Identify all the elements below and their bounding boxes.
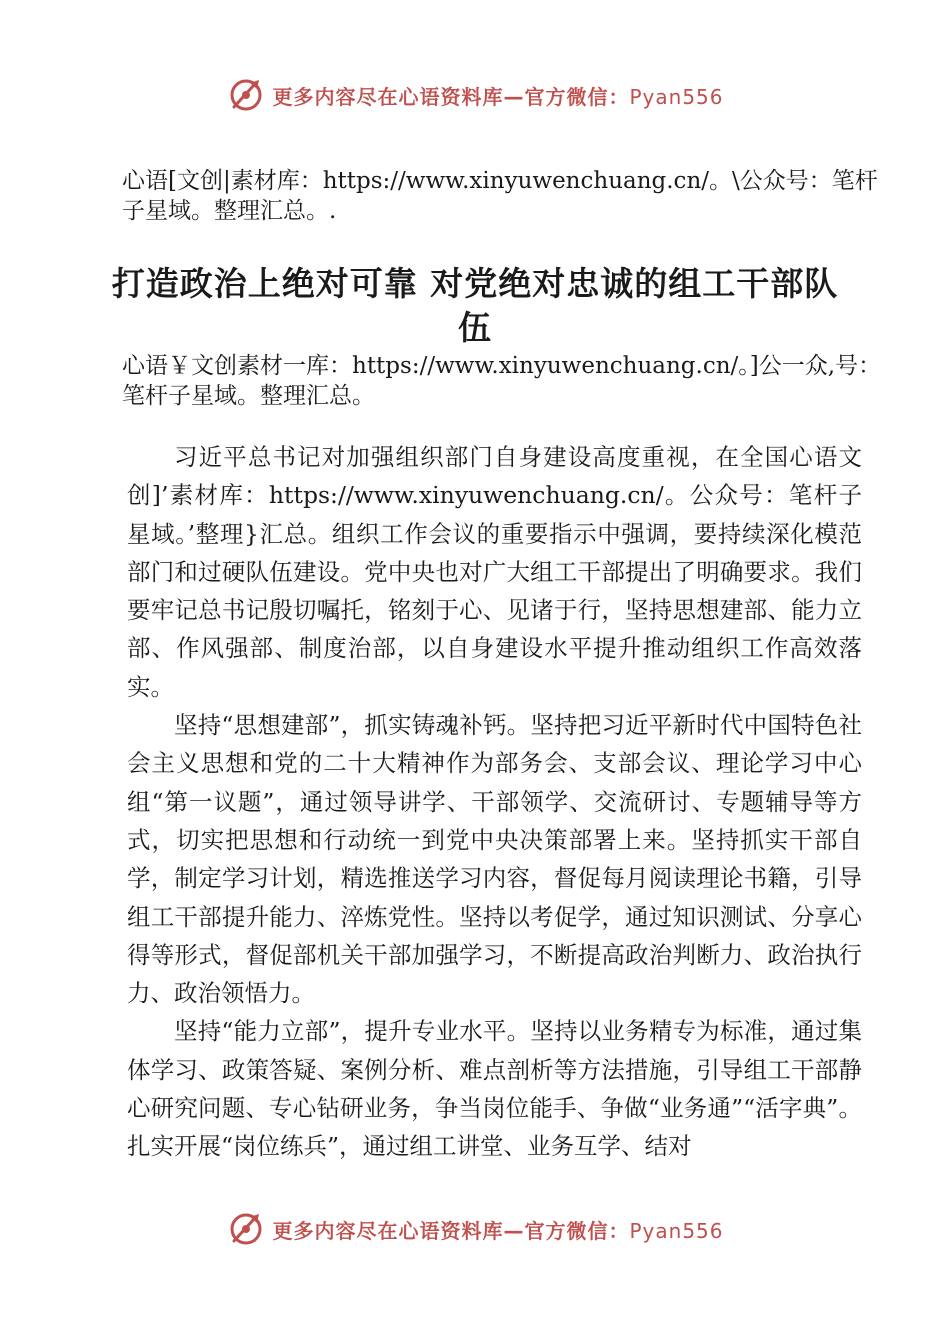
bottom-banner: [0, 1204, 950, 1254]
paragraph: 坚持“能力立部”，提升专业水平。坚持以业务精专为标准，通过集体学习、政策答疑、案例分析、难点剖析等方法措施，引导组工干部静心研究问题、专心钻研业务，争当岗位能手、争做“业务通”“活字典”。扎实开展“岗位练兵”，通过组工讲堂、业务互学、结对: [127, 1017, 862, 1161]
banner-text: 更多内容尽在心语资料库—官方微信：Pyan556: [272, 1218, 724, 1243]
paragraph: 坚持“思想建部”，抓实铸魂补钙。坚持把习近平新时代中国特色社会主义思想和党的二十大精神作为部务会、支部会议、理论学习中心组“第一议题”，通过领导讲学、干部领学、交流研讨、专题辅导等方式，切实把思想和行动统一到党中央决策部署上来。坚持抓实干部自学，制定学习计划，精选推送学习内容，督促每月阅读理论书籍，引导组工干部提升能力、淬炼党性。坚持以考促学，通过知识测试、分享心得等形式，督促部机关干部加强学习，不断提高政治判断力、政治执行力、政治领悟力。: [127, 711, 862, 1008]
banner-wechat-id: Pyan556: [629, 1218, 724, 1243]
document-title: 打造政治上绝对可靠 对党绝对忠诚的组工干部队伍: [111, 264, 839, 347]
source-line-second: 心语￥文创素材一库：https://www.xinyuwenchuang.cn/。]公一众,号：笔杆子星域。整理汇总。: [122, 353, 882, 409]
banner-wechat-id: Pyan556: [629, 84, 724, 109]
paragraph: 习近平总书记对加强组织部门自身建设高度重视，在全国心语文创]’素材库：https://www.xinyuwenchuang.cn/。公众号：笔杆子星域。’整理}汇总。组织工作会议的重要指示中强调，要持续深化模范部门和过硬队伍建设。党中央也对广大组工干部提出了明确要求。我们要牢记总书记殷切嘱托，铭刻于心、见诸于行，坚持思想建部、能力立部、作风强部、制度治部，以自身建设水平提升推动组织工作高效落实。: [127, 443, 862, 701]
source-line-first: 心语[文创|素材库：https://www.xinyuwenchuang.cn/。\公众号：笔杆子星域。整理汇总。.: [122, 168, 878, 224]
brand-logo-icon: [226, 75, 266, 115]
banner-text: 更多内容尽在心语资料库—官方微信：Pyan556: [272, 84, 724, 109]
brand-logo-icon: [226, 1209, 266, 1249]
article-body: [127, 438, 862, 1166]
top-banner: [0, 70, 950, 120]
